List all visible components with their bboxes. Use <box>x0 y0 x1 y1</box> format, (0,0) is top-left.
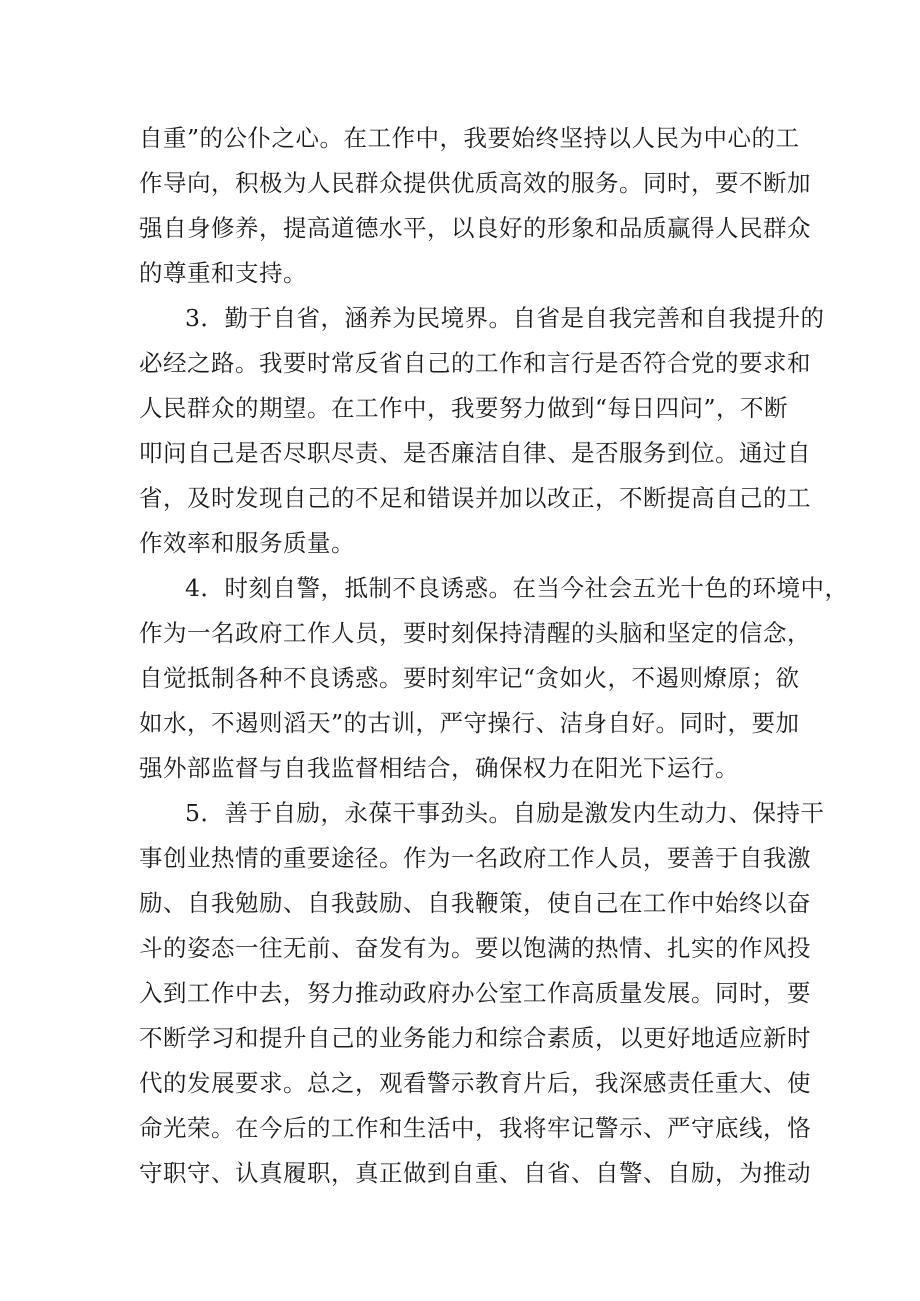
text-line: 事创业热情的重要途径。作为一名政府工作人员，要善于自我激 <box>139 844 811 872</box>
text-line: 斗的姿态一往无前、奋发有为。要以饱满的热情、扎实的作风投 <box>139 934 811 962</box>
text-line: 自觉抵制各种不良诱惑。要时刻牢记“贪如火，不遏则燎原；欲 <box>139 664 800 692</box>
text-line: 人民群众的期望。在工作中，我要努力做到“每日四问”，不断 <box>139 394 789 422</box>
text-line: 励、自我勉励、自我鼓励、自我鞭策，使自己在工作中始终以奋 <box>139 889 811 917</box>
text-line: 必经之路。我要时常反省自己的工作和言行是否符合党的要求和 <box>139 349 811 377</box>
text-line: 自重”的公仆之心。在工作中，我要始终坚持以人民为中心的工 <box>139 124 800 152</box>
text-line: 如水，不遏则滔天”的古训，严守操行、洁身自好。同时，要加 <box>139 709 800 737</box>
text-line: 省，及时发现自己的不足和错误并加以改正，不断提高自己的工 <box>139 484 811 512</box>
text-line: 作为一名政府工作人员，要时刻保持清醒的头脑和坚定的信念， <box>139 619 811 647</box>
document-body <box>139 116 849 1196</box>
text-line: 守职守、认真履职，真正做到自重、自省、自警、自励，为推动 <box>139 1159 811 1187</box>
text-line: 的尊重和支持。 <box>139 259 307 287</box>
text-line: 作效率和服务质量。 <box>139 529 355 557</box>
paragraph-3-heading-line: 3．勤于自省，涵养为民境界。自省是自我完善和自我提升的 <box>185 304 825 332</box>
text-line: 命光荣。在今后的工作和生活中，我将牢记警示、严守底线，恪 <box>139 1114 811 1142</box>
text-line: 叩问自己是否尽职尽责、是否廉洁自律、是否服务到位。通过自 <box>139 439 811 467</box>
text-line: 强外部监督与自我监督相结合，确保权力在阳光下运行。 <box>139 754 739 782</box>
text-line: 不断学习和提升自己的业务能力和综合素质，以更好地适应新时 <box>139 1024 811 1052</box>
paragraph-5-heading-line: 5．善于自励，永葆干事劲头。自励是激发内生动力、保持干 <box>185 799 825 827</box>
text-line: 作导向，积极为人民群众提供优质高效的服务。同时，要不断加 <box>139 169 811 197</box>
text-line: 入到工作中去，努力推动政府办公室工作高质量发展。同时，要 <box>139 979 811 1007</box>
paragraph-4-heading-line: 4．时刻自警，抵制不良诱惑。在当今社会五光十色的环境中， <box>185 574 849 602</box>
text-line: 强自身修养，提高道德水平，以良好的形象和品质赢得人民群众 <box>139 214 811 242</box>
text-line: 代的发展要求。总之，观看警示教育片后，我深感责任重大、使 <box>139 1069 811 1097</box>
